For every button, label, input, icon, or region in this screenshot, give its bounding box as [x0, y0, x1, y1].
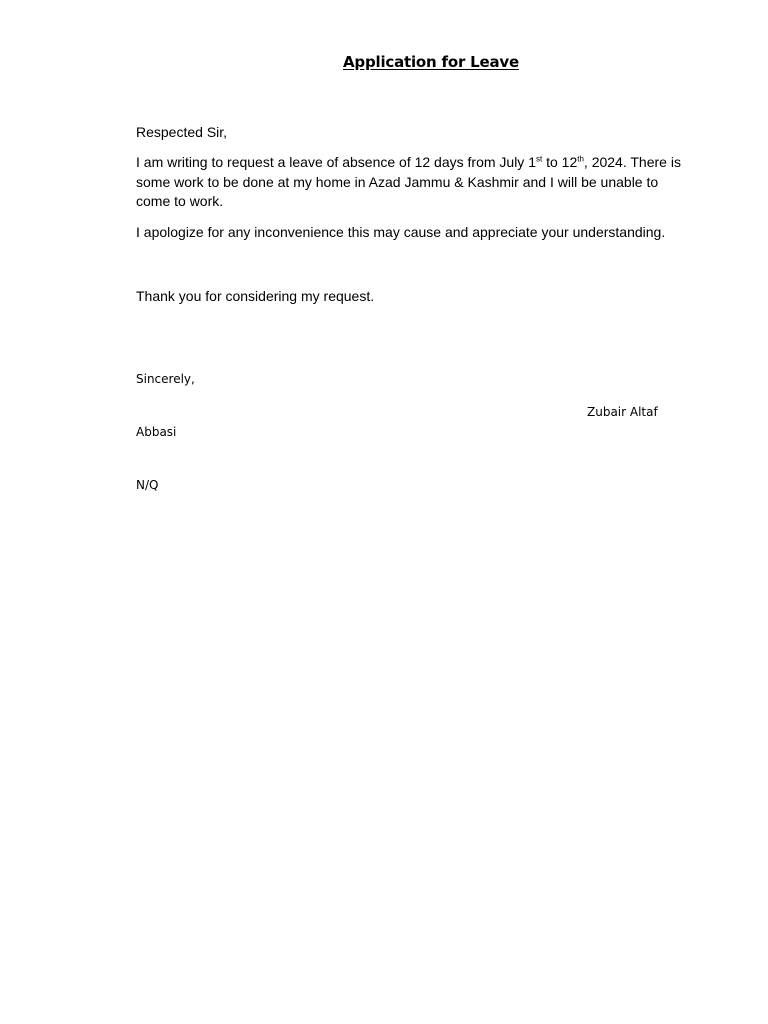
ordinal-suffix-1: st: [535, 154, 543, 164]
apology-paragraph: I apologize for any inconvenience this may cause and appreciate your understanding.: [136, 224, 666, 240]
signature-name-last: Abbasi: [136, 425, 177, 439]
request-text-part2: to 12: [542, 154, 578, 170]
thanks-paragraph: Thank you for considering my request.: [136, 288, 375, 304]
ordinal-suffix-2: th: [577, 154, 584, 164]
request-paragraph: [136, 153, 688, 212]
department-label: N/Q: [136, 478, 159, 492]
document-title: Application for Leave: [343, 53, 519, 71]
greeting: Respected Sir,: [136, 124, 228, 140]
closing: Sincerely,: [136, 372, 195, 386]
signature-name-first: Zubair Altaf: [587, 405, 658, 419]
request-text-part3: , 2024. There is some work to be done at my home in Azad Jammu & Kashmir and I will be unable to come to work.: [136, 154, 681, 209]
request-text-part1: I am writing to request a leave of absence of 12 days from July 1: [136, 154, 536, 170]
